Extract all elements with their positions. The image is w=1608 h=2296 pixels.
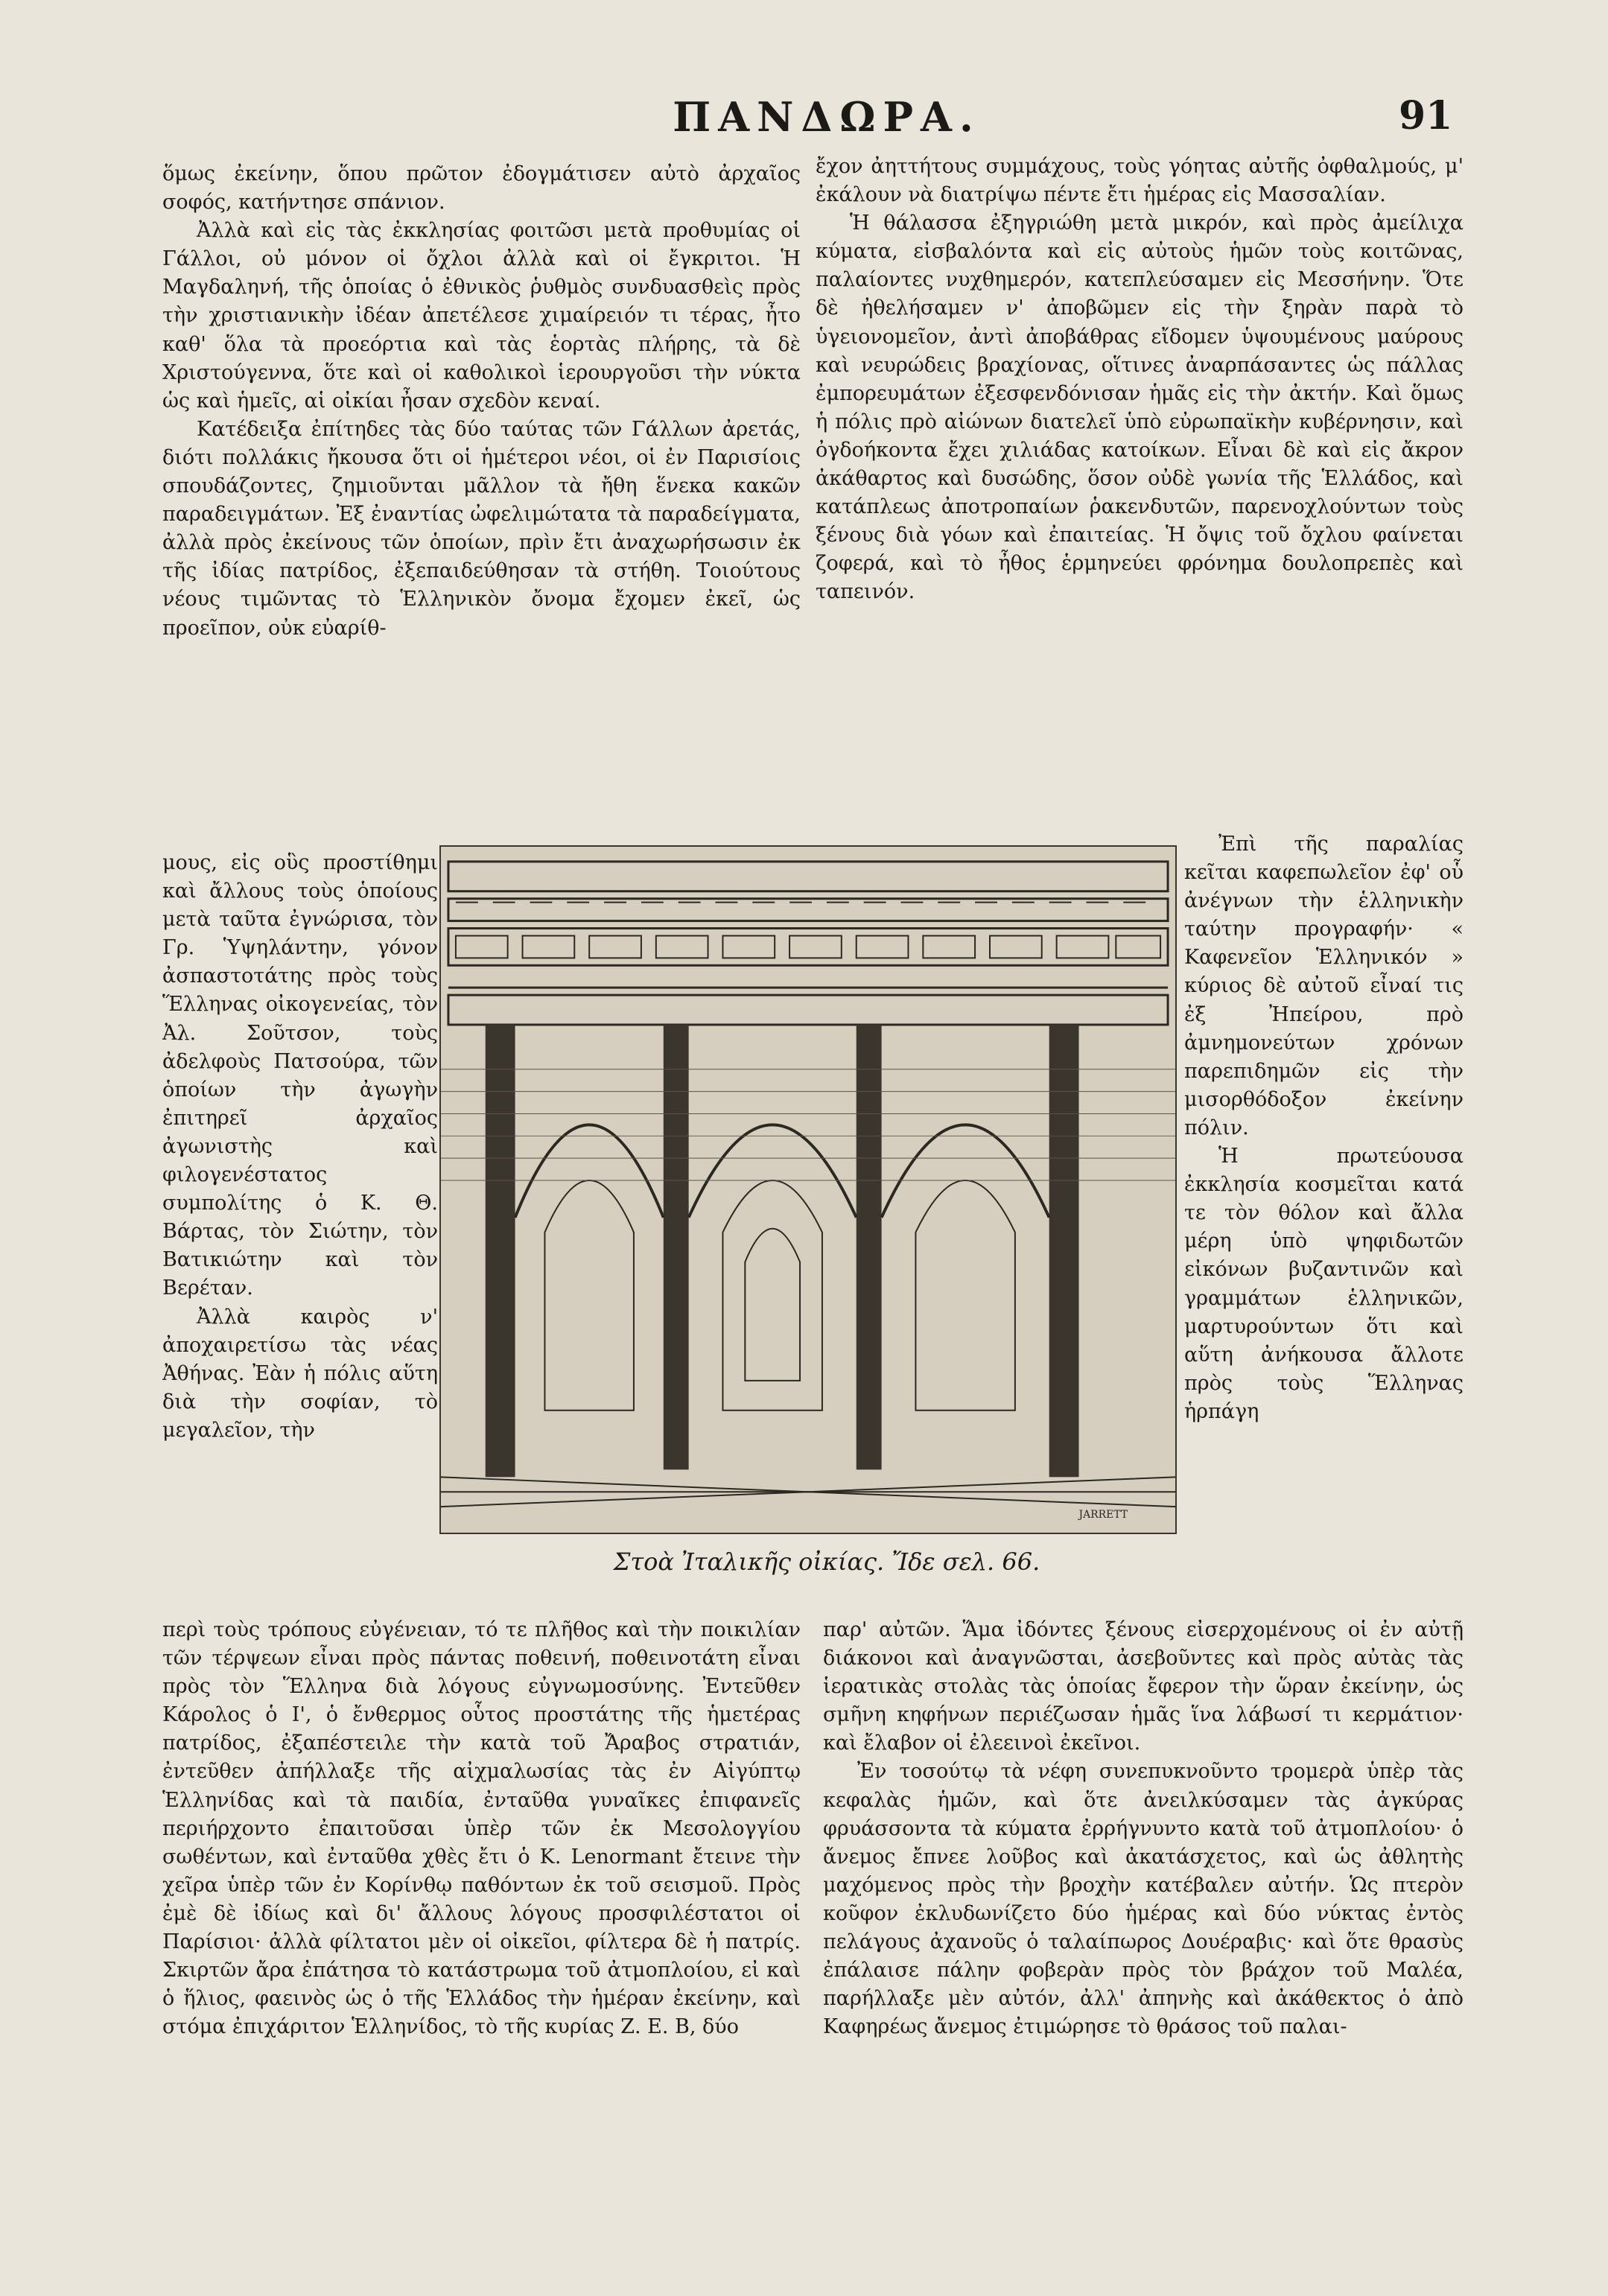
- left-column-bottom: [162, 1616, 801, 2227]
- left-column-top: [162, 160, 801, 856]
- right-column-top: [816, 153, 1464, 838]
- right-column-bottom: [823, 1616, 1464, 2227]
- paragraph: Ἡ θάλασσα ἐξηγριώθη μετὰ μικρόν, καὶ πρὸς ἀμείλιχα κύματα, εἰσβαλόντα καὶ εἰς αὐτοὺς ἡμῶν τοὺς κοιτῶνας, παλαίοντες νυχθημερόν, κατεπλεύσαμεν εἰς Μεσσήνην. Ὅτε δὲ ἠθελήσαμεν ν' ἀποβῶμεν εἰς τὴν ξηρὰν παρὰ τὸ ὑγειονομεῖον, ἀντὶ ἀποβάθρας εἴδομεν ὑψουμένους μαύρους καὶ νευρώδεις βραχίονας, οἵτινες ἀναρπάσαντες ὡς πάλλας ἐμπορευμάτων ἐξεσφενδόνισαν ἡμᾶς εἰς τὴν ἀκτήν. Καὶ ὅμως ἡ πόλις πρὸ αἰώνων διατελεῖ ὑπὸ εὐρωπαϊκὴν κυβέρνησιν, καὶ ὀγδοήκοντα ἔχει χιλιάδας κατοίκων. Εἶναι δὲ καὶ εἰς ἄκρον ἀκάθαρτος καὶ δυσώδης, ὅσον οὐδὲ γωνία τῆς Ἑλλάδος, καὶ κατάπλεως ἀποτροπαίων ῥακενδυτῶν, παρενοχλούντων τοὺς ξένους διὰ γόων καὶ ἐπαιτείας. Ἡ ὄψις τοῦ ὄχλου φαίνεται ζοφερά, καὶ τὸ ἦθος ἑρμηνεύει φρόνημα δουλοπρεπὲς καὶ ταπεινόν.: [816, 212, 1464, 604]
- paragraph: Ἡ πρωτεύουσα ἐκκλησία κοσμεῖται κατά τε τὸν θόλον καὶ ἄλλα μέρη ὑπὸ ψηφιδωτῶν εἰκόνων βυζαντινῶν καὶ γραμμάτων ἑλληνικῶν, μαρτυρούντων ὅτι καὶ αὕτη ἀνήκουσα ἄλλοτε πρὸς τοὺς Ἕλληνας ἡρπάγη: [1184, 1145, 1464, 1423]
- paragraph: μους, εἰς οὓς προστίθημι καὶ ἄλλους τοὺς ὁποίους μετὰ ταῦτα ἐγνώρισα, τὸν Γρ. Ὑψηλάντην, γόνον ἀσπαστοτάτης πρὸς τοὺς Ἕλληνας οἰκογενείας, τὸν Ἀλ. Σοῦτσον, τοὺς ἀδελφοὺς Πατσούρα, τῶν ὁποίων τὴν ἀγωγὴν ἐπιτηρεῖ ἀρχαῖος ἀγωνιστὴς καὶ φιλογενέστατος συμπολίτης ὁ Κ. Θ. Βάρτας, τὸν Σιώτην, τὸν Βατικιώτην καὶ τὸν Βερέταν.: [162, 851, 438, 1300]
- paragraph: Ἀλλὰ καιρὸς ν' ἀποχαιρετίσω τὰς νέας Ἀθήνας. Ἐὰν ἡ πόλις αὕτη διὰ τὴν σοφίαν, τὸ μεγαλεῖον, τὴν: [162, 1305, 438, 1442]
- paragraph: περὶ τοὺς τρόπους εὐγένειαν, τό τε πλῆθος καὶ τὴν ποικιλίαν τῶν τέρψεων εἶναι πρὸς πάντας ποθεινή, ποθεινοτάτη εἶναι πρὸς τὸν Ἕλληνα διὰ λόγους εὐγνωμοσύνης. Ἐντεῦθεν Κάρολος ὁ Ι', ὁ ἔνθερμος οὗτος προστάτης τῆς ἡμετέρας πατρίδος, ἐξαπέστειλε τὴν κατὰ τοῦ Ἄραβος στρατιάν, ἐντεῦθεν ἀπήλλαξε τῆς αἰχμαλωσίας τὰς ἐν Αἰγύπτῳ Ἑλληνίδας καὶ τὰ παιδία, ἐνταῦθα γυναῖκες ἐπιφανεῖς περιήρχοντο ἐπαιτοῦσαι ὑπὲρ τῶν ἐκ Μεσολογγίου σωθέντων, καὶ ἐνταῦθα χθὲς ἔτι ὁ Κ. Lenormant ἔτεινε τὴν χεῖρα ὑπὲρ τῶν ἐν Κορίνθῳ παθόντων ἐκ τοῦ σεισμοῦ. Πρὸς ἐμὲ δὲ ἰδίως καὶ δι' ἄλλους λόγους προσφιλέστατοι οἱ Παρίσιοι· ἀλλὰ φίλτατοι μὲν οἱ οἰκεῖοι, φίλτερα δὲ ἡ πατρίς. Σκιρτῶν ἄρα ἐπάτησα τὸ κατάστρωμα τοῦ ἀτμοπλοίου, εἰ καὶ ὁ ἥλιος, φαεινὸς ὡς ὁ τῆς Ἑλλάδος τὴν ἡμέραν ἐκείνην, καὶ στόμα ἐπιχάριτον Ἑλληνίδος, τὸ τῆς κυρίας Ζ. Ε. Β, δύο: [162, 1618, 801, 2039]
- running-head: [0, 93, 1608, 153]
- paragraph: Κατέδειξα ἐπίτηδες τὰς δύο ταύτας τῶν Γάλλων ἀρετάς, διότι πολλάκις ἤκουσα ὅτι οἱ ἡμέτεροι νέοι, οἱ ἐν Παρισίοις σπουδάζοντες, ζημιοῦνται μᾶλλον τὰ ἤθη ἕνεκα κακῶν παραδειγμάτων. Ἐξ ἐναντίας ὠφελιμώτατα τὰ παραδείγματα, ἀλλὰ πρὸς ἐκείνους τῶν ὁποίων, πρὶν ἔτι ἀναχωρήσωσιν ἐκ τῆς ἰδίας πατρίδος, ἐξεπαιδεύθησαν τὰ στήθη. Τοιούτους νέους τιμῶντας τὸ Ἑλληνικὸν ὄνομα ἔχομεν ἐκεῖ, ὡς προεῖπον, οὐκ εὐαρίθ-: [162, 417, 801, 640]
- paragraph: ὅμως ἐκείνην, ὅπου πρῶτον ἐδογμάτισεν αὐτὸ ἀρχαῖος σοφός, κατήντησε σπάνιον.: [162, 162, 801, 214]
- right-column-narrow: [1184, 830, 1464, 1612]
- paragraph: Ἐν τοσούτῳ τὰ νέφη συνεπυκνοῦντο τρομερὰ ὑπὲρ τὰς κεφαλὰς ἡμῶν, καὶ ὅτε ἀνειλκύσαμεν τὰς ἀγκύρας φρυάσσοντα τὰ κύματα ἐρρήγνυντο κατὰ τοῦ ἀτμοπλοίου· ὁ ἄνεμος ἔπνεε λοῦβος καὶ ἀκατάσχετος, καὶ ὡς ἀθλητὴς μαχόμενος πρὸς τὴν βροχὴν κατέβαλεν αὐτήν. Ὡς πτερὸν κοῦφον ἐκλυδωνίζετο δύο ἡμέρας καὶ δύο νύκτας ἐντὸς πελάγους ἀχανοῦς ὁ ταλαίπωρος Δουέραβις· καὶ ὅτε θρασὺς ἐπάλαισε πάλην φοβερὰν πρὸς τὸν βράχον τοῦ Μαλέα, παρήλλαξε μὲν αὐτόν, ἀλλ' ἀπηνὴς καὶ ἀκάθεκτος ὁ ἀπὸ Καφηρέως ἄνεμος ἐτιμώρησε τὸ θράσος τοῦ παλαι-: [823, 1760, 1464, 2039]
- page-number: 91: [1399, 93, 1453, 139]
- engraver-signature: JARRETT: [1078, 1509, 1128, 1521]
- arcade-engraving-icon: [441, 847, 1175, 1533]
- left-column-narrow: [162, 849, 438, 1586]
- journal-title: ΠΑΝΔΩΡΑ.: [673, 93, 981, 141]
- paragraph: Ἐπὶ τῆς παραλίας κεῖται καφεπωλεῖον ἐφ' οὗ ἀνέγνων τὴν ἑλληνικὴν ταύτην προγραφήν· « Καφενεῖον Ἑλληνικόν » κύριος δὲ αὐτοῦ εἶναί τις ἐξ Ἠπείρου, πρὸ ἀμνημονεύτων χρόνων παρεπιδημῶν εἰς τὴν μισορθόδοξον ἐκείνην πόλιν.: [1184, 833, 1464, 1139]
- paragraph: ἔχον ἀηττήτους συμμάχους, τοὺς γόητας αὐτῆς ὀφθαλμούς, μ' ἐκάλουν νὰ διατρίψω πέντε ἔτι ἡμέρας εἰς Μασσαλίαν.: [816, 155, 1464, 207]
- paragraph: Ἀλλὰ καὶ εἰς τὰς ἐκκλησίας φοιτῶσι μετὰ προθυμίας οἱ Γάλλοι, οὐ μόνον οἱ ὄχλοι ἀλλὰ καὶ οἱ ἔγκριτοι. Ἡ Μαγδαληνή, τῆς ὁποίας ὁ ἐθνικὸς ῥυθμὸς συνδυασθεὶς πρὸς τὴν χριστιανικὴν ἰδέαν ἀπετέλεσε χιμαίρειόν τι τέρας, ἦτο καθ' ὅλα τὰ προεόρτια καὶ τὰς ἑορτὰς πλήρης, τὰ δὲ Χριστούγεννα, ὅτε καὶ οἱ καθολικοὶ ἱερουργοῦσι τὴν νύκτα ὡς καὶ ἡμεῖς, αἱ οἰκίαι ἦσαν σχεδὸν κεναί.: [162, 219, 801, 413]
- arcade-engraving: [439, 845, 1177, 1534]
- figure-caption: Στοὰ Ἰταλικῆς οἰκίας. Ἴδε σελ. 66.: [613, 1548, 1040, 1576]
- paragraph: παρ' αὐτῶν. Ἅμα ἰδόντες ξένους εἰσερχομένους οἱ ἐν αὐτῇ διάκονοι καὶ ἀναγνῶσται, ἀσεβοῦντες καὶ πρὸς αὐτὰς τὰς ἱερατικὰς στολὰς τὰς ὁποίας ἔφερον τὴν ὥραν ἐκείνην, ὡς σμῆνη κηφήνων περιέζωσαν ἡμᾶς ἵνα λάβωσί τι κερμάτιον· καὶ ἔλαβον οἱ ἐλεεινοὶ ἐκεῖνοι.: [823, 1618, 1464, 1755]
